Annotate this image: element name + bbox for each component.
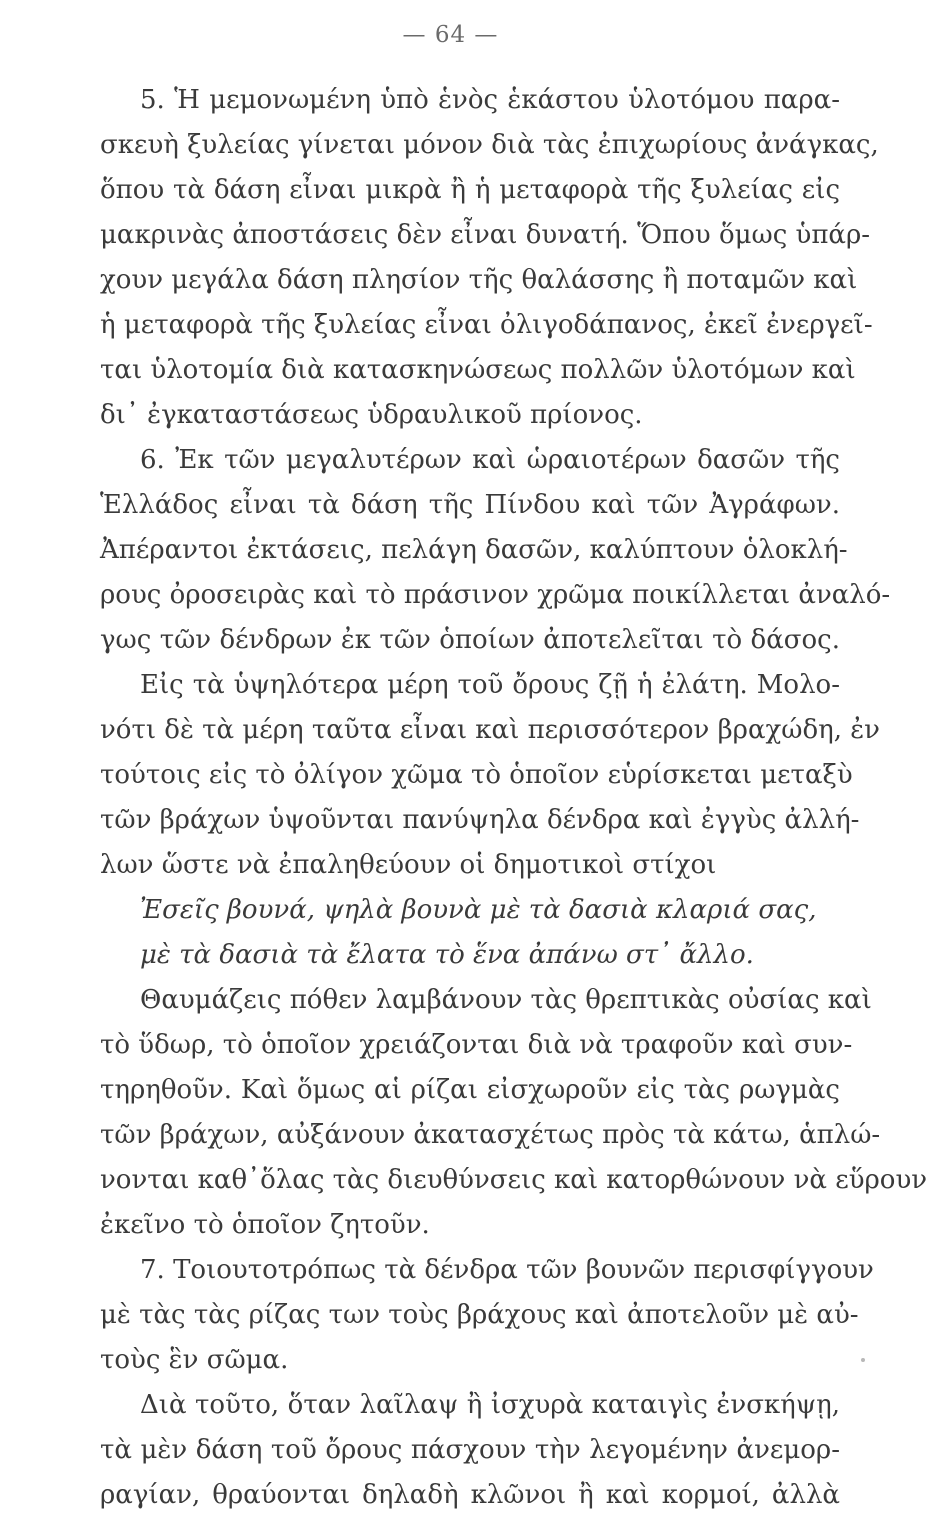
- text-line: χουν μεγάλα δάση πλησίον τῆς θαλάσσης ἢ ποταμῶν καὶ: [100, 265, 858, 295]
- text-line: ὅπου τὰ δάση εἶναι μικρὰ ἢ ἡ μεταφορὰ τῆς ξυλείας εἰς: [100, 175, 840, 205]
- text-line: ραγίαν, θραύονται δηλαδὴ κλῶνοι ἢ καὶ κορμοί, ἀλλὰ: [100, 1480, 840, 1510]
- text-line: τὸ ὕδωρ, τὸ ὁποῖον χρειάζονται διὰ νὰ τραφοῦν καὶ συν-: [100, 1030, 853, 1060]
- poem-line: Ἐσεῖς βουνά, ψηλὰ βουνὰ μὲ τὰ δασιὰ κλαριά σας,: [140, 895, 817, 925]
- text-line: τοὺς ἓν σῶμα.: [100, 1345, 289, 1375]
- text-line: λων ὥστε νὰ ἐπαληθεύουν οἱ δημοτικοὶ στίχοι: [100, 850, 717, 880]
- text-line: μὲ τὰς τὰς ρίζας των τοὺς βράχους καὶ ἀποτελοῦν μὲ αὐ-: [100, 1300, 859, 1330]
- text-line: ἐκεῖνο τὸ ὁποῖον ζητοῦν.: [100, 1210, 430, 1240]
- text-line: 5. Ἡ μεμονωμένη ὑπὸ ἑνὸς ἑκάστου ὑλοτόμου παρα-: [140, 85, 840, 115]
- text-line: τῶν βράχων ὑψοῦνται πανύψηλα δένδρα καὶ ἐγγὺς ἀλλή-: [100, 805, 860, 835]
- text-line: νότι δὲ τὰ μέρη ταῦτα εἶναι καὶ περισσότερον βραχώδη, ἐν: [100, 715, 880, 745]
- text-line: τῶν βράχων, αὐξάνουν ἀκατασχέτως πρὸς τὰ κάτω, ἁπλώ-: [100, 1120, 881, 1150]
- poem-line: μὲ τὰ δασιὰ τὰ ἔλατα τὸ ἕνα ἀπάνω στ᾽ ἄλλο.: [140, 940, 754, 970]
- text-line: σκευὴ ξυλείας γίνεται μόνον διὰ τὰς ἐπιχωρίους ἀνάγκας,: [100, 130, 879, 160]
- text-line: Διὰ τοῦτο, ὅταν λαῖλαψ ἢ ἰσχυρὰ καταιγὶς ἐνσκήψῃ,: [140, 1390, 840, 1420]
- text-line: ται ὑλοτομία διὰ κατασκηνώσεως πολλῶν ὑλοτόμων καὶ: [100, 355, 856, 385]
- text-line: 6. Ἐκ τῶν μεγαλυτέρων καὶ ὡραιοτέρων δασῶν τῆς: [140, 445, 840, 475]
- text-line: γως τῶν δένδρων ἐκ τῶν ὁποίων ἀποτελεῖται τὸ δάσος.: [100, 625, 840, 655]
- text-line: Θαυμάζεις πόθεν λαμβάνουν τὰς θρεπτικὰς οὐσίας καὶ: [140, 985, 872, 1015]
- text-line: ρους ὀροσειρὰς καὶ τὸ πράσινον χρῶμα ποικίλλεται ἀναλό-: [100, 580, 891, 610]
- text-line: Ἀπέραντοι ἐκτάσεις, πελάγη δασῶν, καλύπτουν ὁλοκλή-: [100, 535, 848, 565]
- text-line: τὰ μὲν δάση τοῦ ὄρους πάσχουν τὴν λεγομένην ἀνεμορ-: [100, 1435, 840, 1465]
- text-line: τούτοις εἰς τὸ ὀλίγον χῶμα τὸ ὁποῖον εὑρίσκεται μεταξὺ: [100, 760, 853, 790]
- text-line: Ἑλλάδος εἶναι τὰ δάση τῆς Πίνδου καὶ τῶν Ἀγράφων.: [100, 490, 840, 520]
- text-line: τηρηθοῦν. Καὶ ὅμως αἱ ρίζαι εἰσχωροῦν εἰς τὰς ρωγμὰς: [100, 1075, 840, 1105]
- body-text: [100, 78, 927, 1518]
- page-number: — 64 —: [402, 22, 499, 48]
- text-line: 7. Τοιουτοτρόπως τὰ δένδρα τῶν βουνῶν περισφίγγουν: [140, 1255, 874, 1285]
- text-line: νονται καθ᾽ὅλας τὰς διευθύνσεις καὶ κατορθώνουν νὰ εὕρουν: [100, 1165, 927, 1195]
- text-line: δι᾽ ἐγκαταστάσεως ὑδραυλικοῦ πρίονος.: [100, 400, 643, 430]
- text-line: μακρινὰς ἀποστάσεις δὲν εἶναι δυνατή. Ὅπου ὅμως ὑπάρ-: [100, 220, 871, 250]
- ink-speck: [861, 1358, 865, 1362]
- text-line: ἡ μεταφορὰ τῆς ξυλείας εἶναι ὀλιγοδάπανος, ἐκεῖ ἐνεργεῖ-: [100, 310, 873, 340]
- text-line: Εἰς τὰ ὑψηλότερα μέρη τοῦ ὄρους ζῇ ἡ ἐλάτη. Μολο-: [140, 670, 840, 700]
